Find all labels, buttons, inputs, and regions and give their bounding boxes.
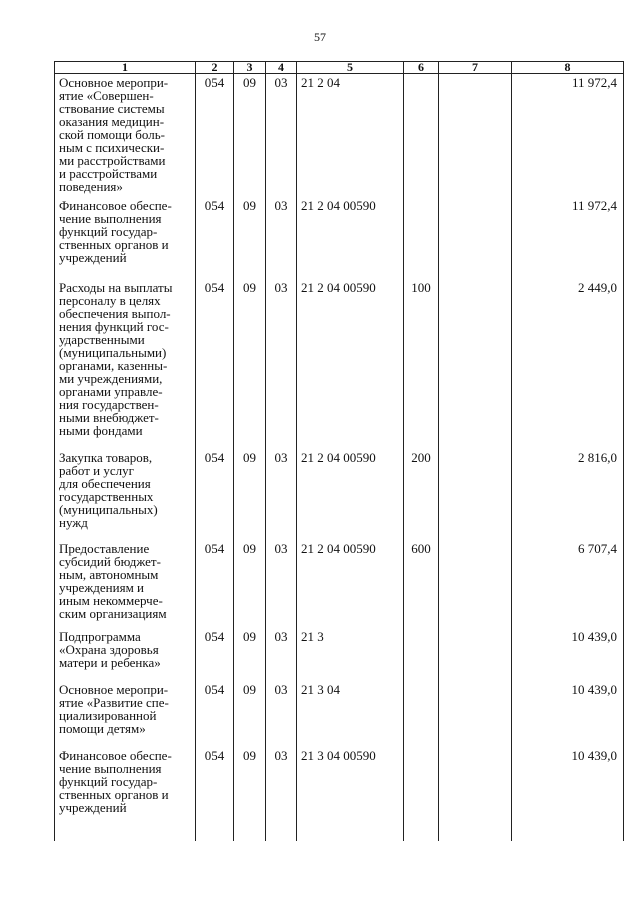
code-cell-5: 21 2 04 00590 — [297, 540, 404, 628]
empty-cell — [266, 817, 297, 841]
amount-cell: 6 707,4 — [512, 540, 624, 628]
table-row — [55, 74, 624, 197]
row-name: Предоставление субсидий бюджет- ным, автономным учреждениям и иным некоммерче- ским организациям — [59, 540, 167, 621]
code-cell-5: 21 3 04 00590 — [297, 747, 404, 817]
code-cell-6 — [404, 74, 439, 197]
code-cell-5: 21 2 04 00590 — [297, 197, 404, 279]
code-cell-7 — [439, 747, 512, 817]
code-cell-7 — [439, 449, 512, 540]
empty-cell — [439, 817, 512, 841]
code-cell-7 — [439, 540, 512, 628]
empty-cell — [55, 817, 196, 841]
row-name-cell — [55, 197, 196, 279]
code-cell-3: 09 — [234, 681, 266, 747]
column-header-7: 7 — [439, 62, 512, 74]
code-cell-6 — [404, 747, 439, 817]
row-name: Подпрограмма «Охрана здоровья матери и ребенка» — [59, 628, 161, 670]
amount-cell: 2 449,0 — [512, 279, 624, 449]
code-cell-2: 054 — [196, 279, 234, 449]
empty-cell — [512, 817, 624, 841]
amount-cell: 10 439,0 — [512, 681, 624, 747]
row-name-cell — [55, 449, 196, 540]
code-cell-4: 03 — [266, 197, 297, 279]
code-cell-2: 054 — [196, 74, 234, 197]
code-cell-3: 09 — [234, 540, 266, 628]
row-name-cell — [55, 540, 196, 628]
code-cell-6: 100 — [404, 279, 439, 449]
row-name-cell — [55, 747, 196, 817]
page-number: 57 — [314, 30, 326, 44]
code-cell-2: 054 — [196, 197, 234, 279]
row-name: Основное меропри- ятие «Совершен- ствование системы оказания медицин- ской помощи боль- ным с психически- ми расстройствами и расстройствами поведения» — [59, 75, 169, 194]
code-cell-5: 21 3 — [297, 628, 404, 681]
row-name: Финансовое обеспе- чение выполнения функций государ- ственных органов и учреждений — [59, 747, 172, 815]
row-name-cell — [55, 279, 196, 449]
code-cell-3: 09 — [234, 628, 266, 681]
table-row — [55, 747, 624, 817]
code-cell-6 — [404, 681, 439, 747]
code-cell-2: 054 — [196, 540, 234, 628]
code-cell-4: 03 — [266, 540, 297, 628]
amount-cell: 10 439,0 — [512, 628, 624, 681]
column-header-3: 3 — [234, 62, 266, 74]
row-name-cell — [55, 681, 196, 747]
code-cell-7 — [439, 197, 512, 279]
code-cell-3: 09 — [234, 74, 266, 197]
table-row — [55, 540, 624, 628]
code-cell-4: 03 — [266, 628, 297, 681]
table-row — [55, 681, 624, 747]
column-header-5: 5 — [297, 62, 404, 74]
code-cell-4: 03 — [266, 74, 297, 197]
code-cell-3: 09 — [234, 279, 266, 449]
code-cell-7 — [439, 681, 512, 747]
empty-cell — [404, 817, 439, 841]
code-cell-3: 09 — [234, 449, 266, 540]
code-cell-3: 09 — [234, 747, 266, 817]
code-cell-3: 09 — [234, 197, 266, 279]
code-cell-4: 03 — [266, 449, 297, 540]
amount-cell: 11 972,4 — [512, 197, 624, 279]
code-cell-6 — [404, 628, 439, 681]
budget-table — [54, 61, 624, 841]
code-cell-5: 21 3 04 — [297, 681, 404, 747]
code-cell-5: 21 2 04 00590 — [297, 279, 404, 449]
empty-cell — [234, 817, 266, 841]
table-row — [55, 449, 624, 540]
code-cell-4: 03 — [266, 747, 297, 817]
column-header-1: 1 — [55, 62, 196, 74]
table-row — [55, 628, 624, 681]
code-cell-2: 054 — [196, 449, 234, 540]
row-name: Основное меропри- ятие «Развитие спе- циализированной помощи детям» — [59, 681, 169, 736]
code-cell-2: 054 — [196, 628, 234, 681]
row-name: Расходы на выплаты персоналу в целях обеспечения выпол- нения функций гос- ударственными (муниципальными) органами, казенны- ми учреждениями, органами управле- ния государствен- ными внебюджет- ными фондами — [59, 279, 173, 438]
empty-cell — [297, 817, 404, 841]
row-name: Финансовое обеспе- чение выполнения функций государ- ственных органов и учреждений — [59, 197, 172, 265]
code-cell-6: 200 — [404, 449, 439, 540]
code-cell-4: 03 — [266, 279, 297, 449]
code-cell-2: 054 — [196, 747, 234, 817]
column-header-8: 8 — [512, 62, 624, 74]
row-name-cell — [55, 628, 196, 681]
row-name: Закупка товаров, работ и услуг для обеспечения государственных (муниципальных) нужд — [59, 449, 158, 530]
column-header-6: 6 — [404, 62, 439, 74]
column-header-4: 4 — [266, 62, 297, 74]
table-row — [55, 197, 624, 279]
amount-cell: 11 972,4 — [512, 74, 624, 197]
empty-cell — [196, 817, 234, 841]
code-cell-2: 054 — [196, 681, 234, 747]
code-cell-5: 21 2 04 — [297, 74, 404, 197]
table-header-row — [55, 62, 624, 74]
code-cell-6 — [404, 197, 439, 279]
code-cell-7 — [439, 279, 512, 449]
code-cell-6: 600 — [404, 540, 439, 628]
code-cell-5: 21 2 04 00590 — [297, 449, 404, 540]
code-cell-4: 03 — [266, 681, 297, 747]
column-header-2: 2 — [196, 62, 234, 74]
table-continuation — [55, 817, 624, 841]
amount-cell: 10 439,0 — [512, 747, 624, 817]
row-name-cell — [55, 74, 196, 197]
amount-cell: 2 816,0 — [512, 449, 624, 540]
code-cell-7 — [439, 74, 512, 197]
code-cell-7 — [439, 628, 512, 681]
table-row — [55, 279, 624, 449]
